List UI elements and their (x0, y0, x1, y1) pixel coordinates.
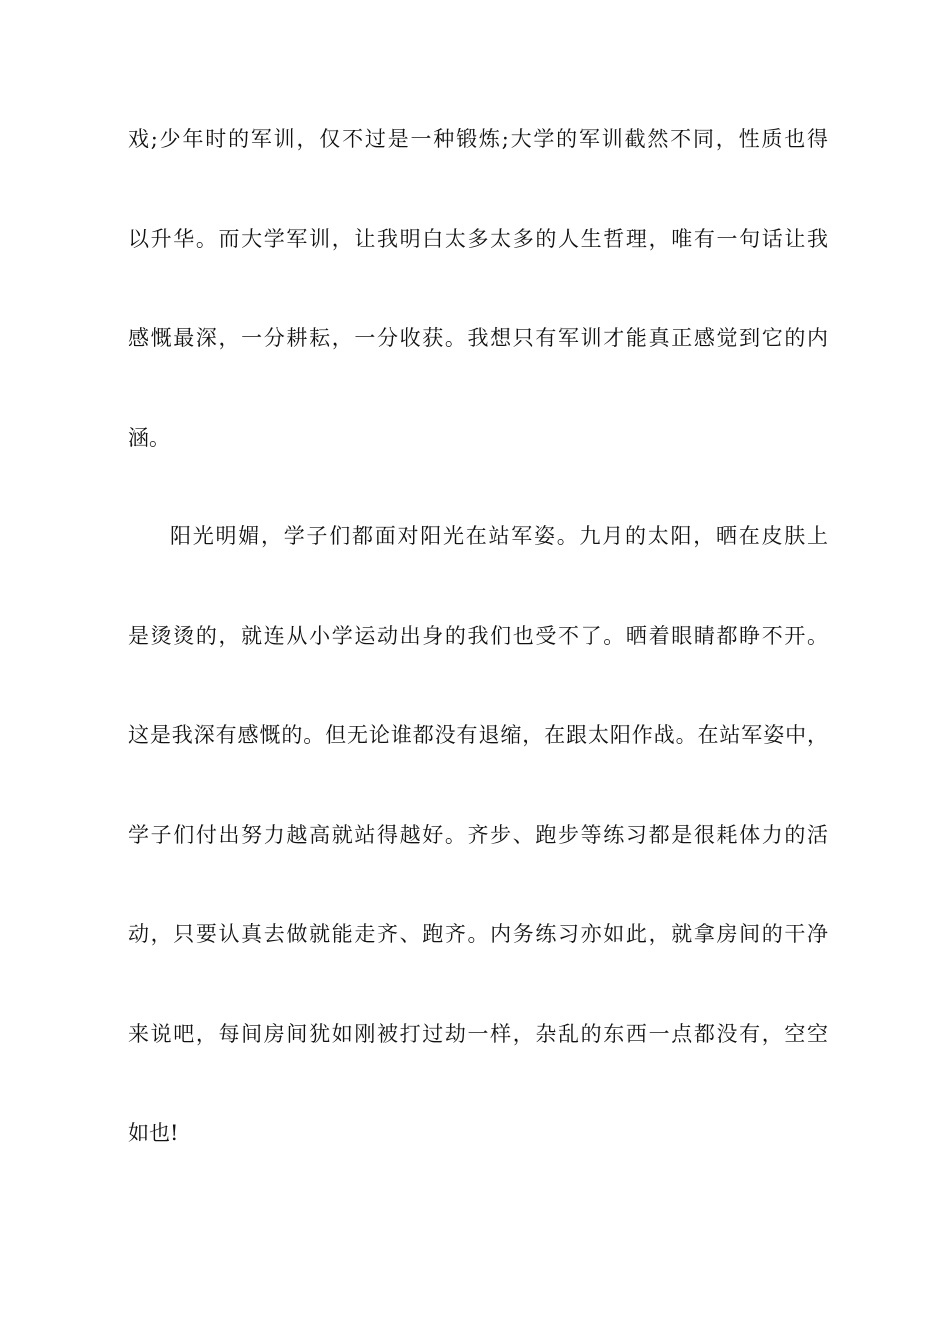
text-line: 是烫烫的，就连从小学运动出身的我们也受不了。晒着眼睛都睁不开。 (128, 624, 828, 648)
text-line: 这是我深有感慨的。但无论谁都没有退缩，在跟太阳作战。在站军姿中， (128, 723, 828, 747)
text-line: 如也! (128, 1121, 179, 1145)
text-line: 感慨最深，一分耕耘，一分收获。我想只有军训才能真正感觉到它的内 (128, 326, 828, 350)
text-line: 来说吧，每间房间犹如刚被打过劫一样，杂乱的东西一点都没有，空空 (128, 1022, 828, 1046)
text-line: 学子们付出努力越高就站得越好。齐步、跑步等练习都是很耗体力的活 (128, 823, 828, 847)
text-line: 动，只要认真去做就能走齐、跑齐。内务练习亦如此，就拿房间的干净 (128, 922, 828, 946)
text-line: 以升华。而大学军训，让我明白太多太多的人生哲理，唯有一句话让我 (128, 227, 828, 251)
paragraph-first-line: 阳光明媚，学子们都面对阳光在站军姿。九月的太阳，晒在皮肤上 (170, 524, 828, 548)
text-line: 涵。 (128, 426, 170, 450)
text-line: 戏;少年时的军训，仅不过是一种锻炼;大学的军训截然不同，性质也得 (128, 127, 828, 151)
